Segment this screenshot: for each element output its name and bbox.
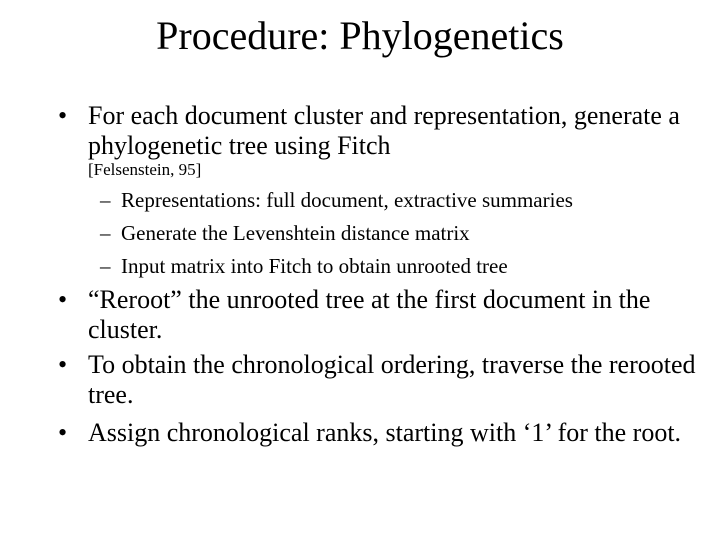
bullet-icon: •	[58, 350, 68, 379]
bullet-item	[58, 285, 698, 345]
dash-icon: –	[100, 221, 111, 245]
bullet-item	[58, 350, 698, 410]
dash-icon: –	[100, 254, 111, 278]
citation: [Felsenstein, 95]	[88, 160, 202, 179]
bullet-icon: •	[58, 418, 68, 447]
bullet-text: For each document cluster and representation, generate a phylogenetic tree using Fitch	[88, 101, 680, 160]
bullet-item	[58, 418, 698, 448]
sub-bullet-item	[100, 219, 700, 247]
bullet-icon: •	[58, 101, 68, 130]
bullet-text: To obtain the chronological ordering, traverse the rerooted tree.	[88, 350, 696, 409]
sub-bullet-text: Input matrix into Fitch to obtain unrooted tree	[121, 254, 508, 278]
dash-icon: –	[100, 188, 111, 212]
sub-bullet-text: Generate the Levenshtein distance matrix	[121, 221, 470, 245]
bullet-text: “Reroot” the unrooted tree at the first document in the cluster.	[88, 285, 651, 344]
bullet-text: Assign chronological ranks, starting with ‘1’ for the root.	[88, 418, 682, 447]
sub-bullet-item	[100, 252, 700, 280]
sub-bullet-text: Representations: full document, extractive summaries	[121, 188, 573, 212]
bullet-icon: •	[58, 285, 68, 314]
bullet-item	[58, 101, 698, 161]
sub-bullet-item	[100, 186, 700, 214]
slide-title: Procedure: Phylogenetics	[156, 13, 564, 58]
